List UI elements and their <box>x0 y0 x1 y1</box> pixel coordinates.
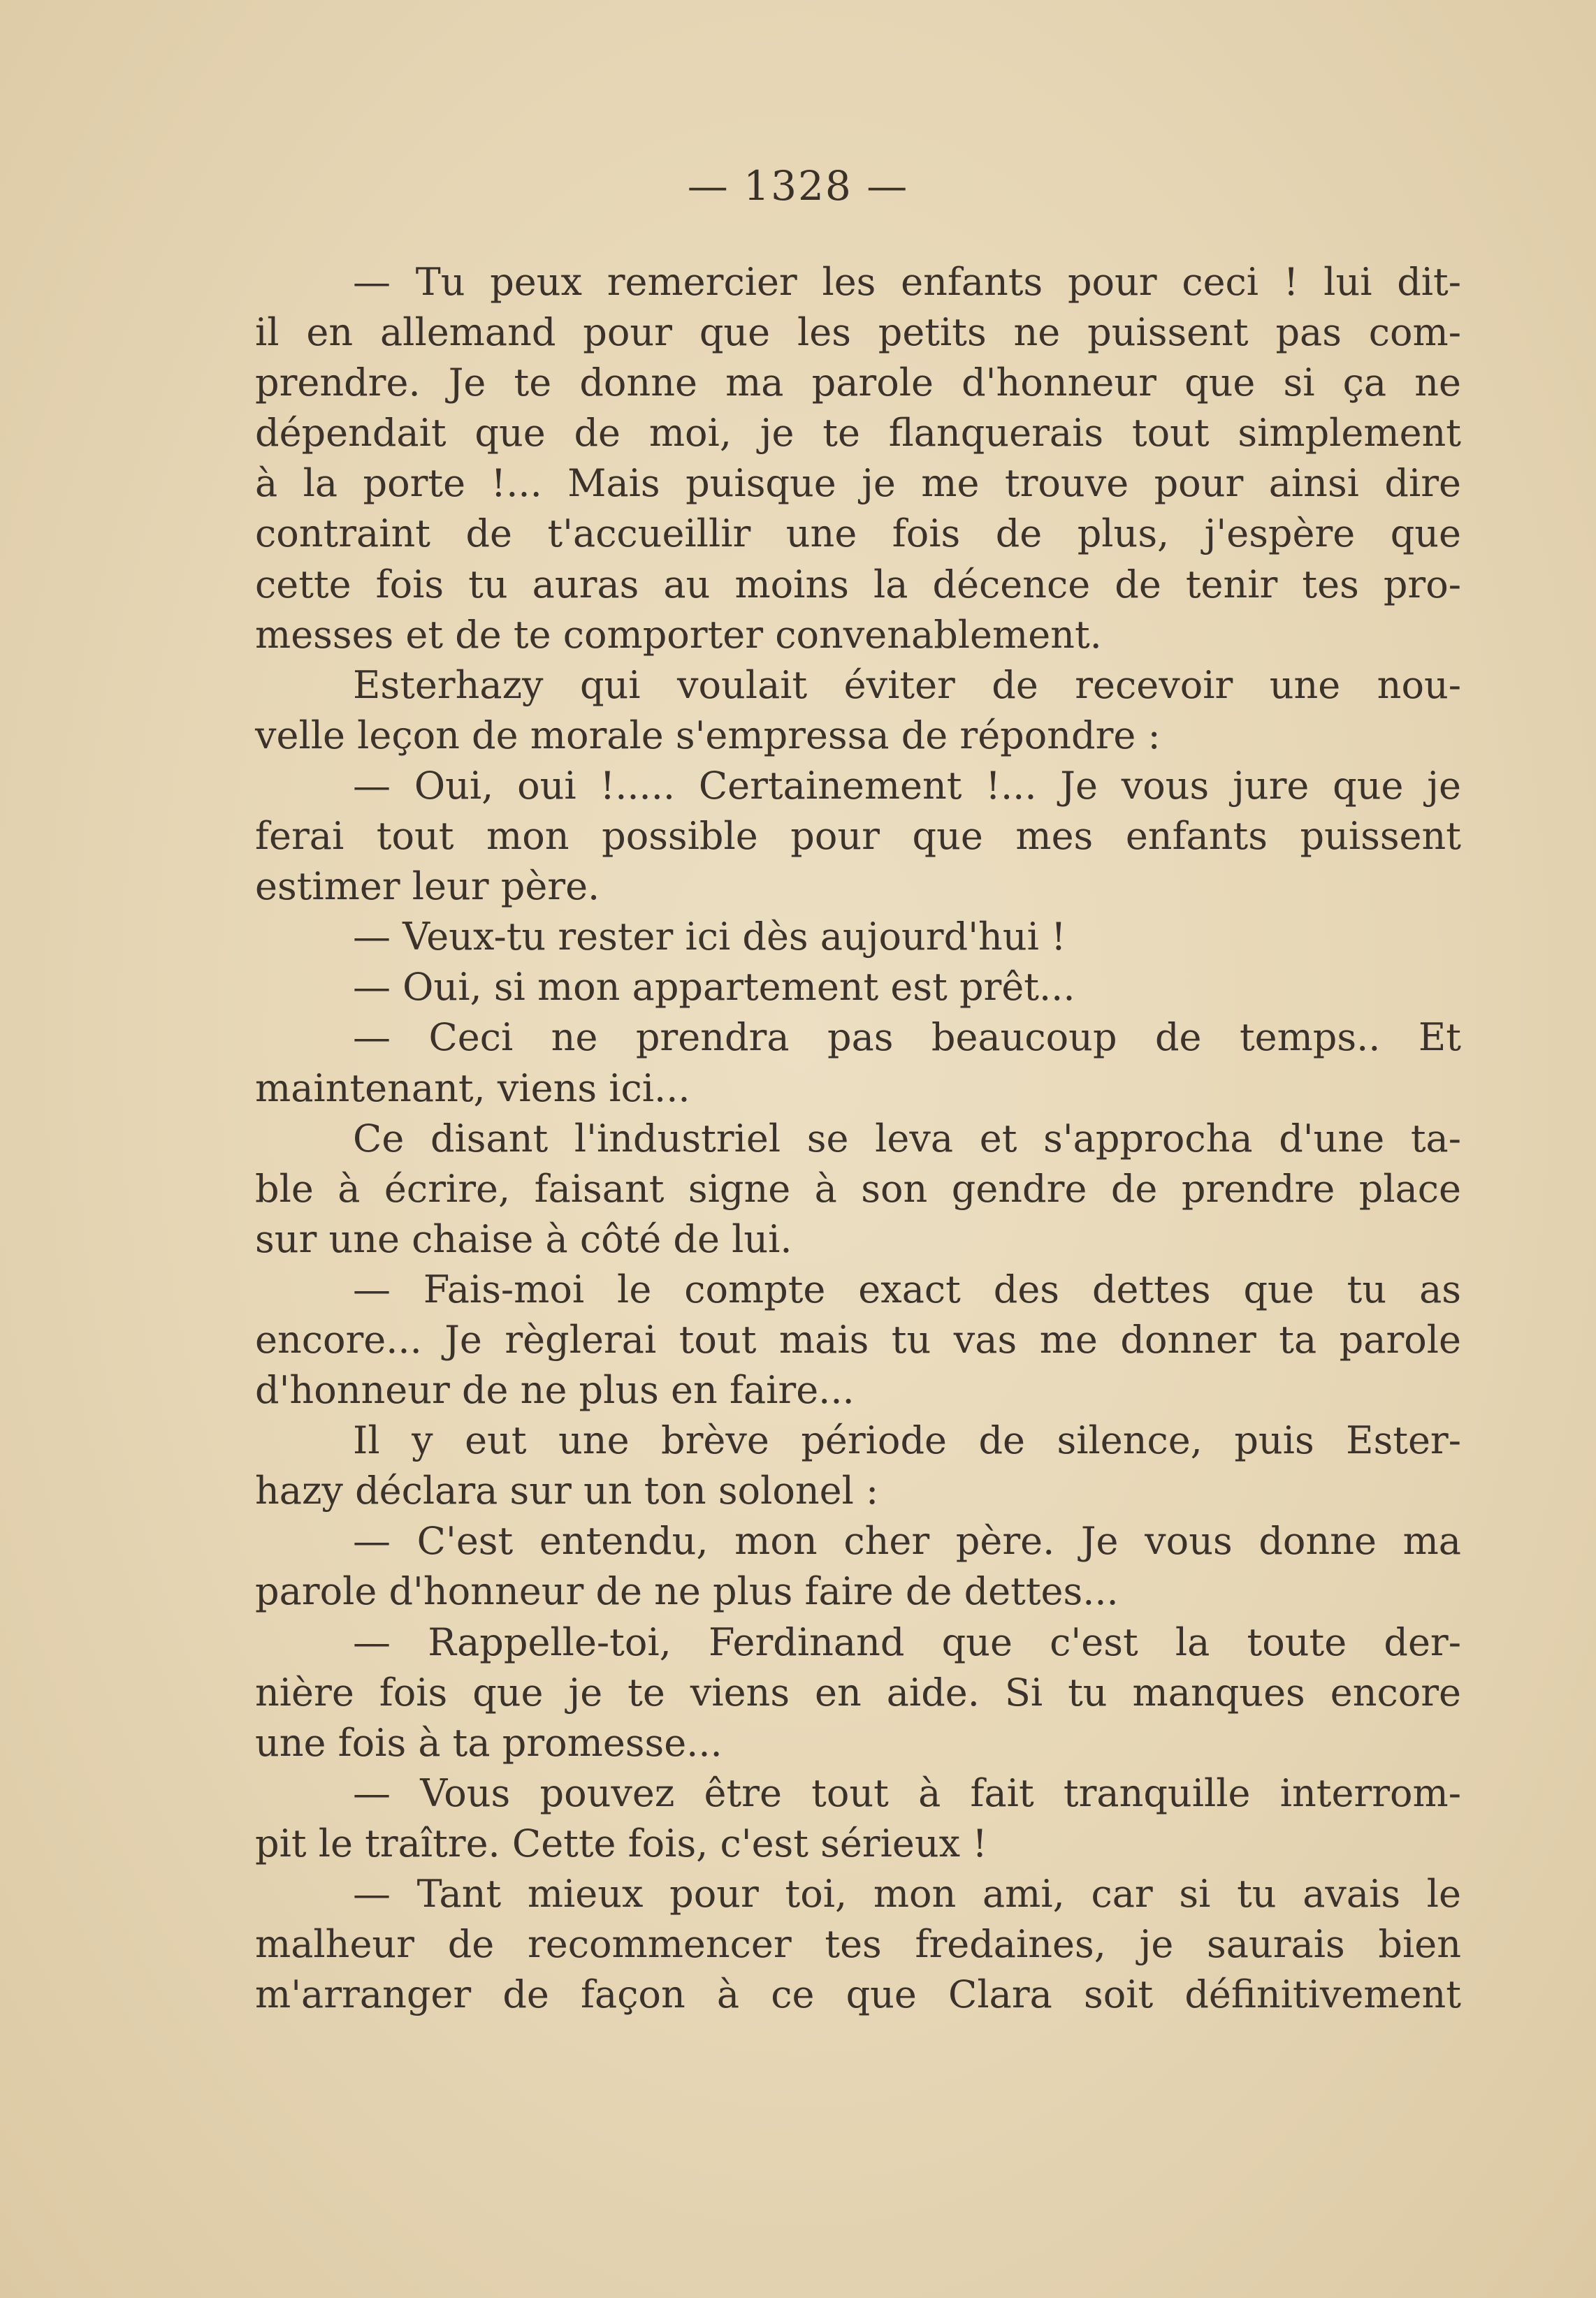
text-line: nière fois que je te viens en aide. Si tu manques encore <box>255 1670 1461 1715</box>
text-line: estimer leur père. <box>255 864 600 909</box>
text-line: Esterhazy qui voulait éviter de recevoir une nou- <box>353 662 1461 707</box>
text-line: maintenant, viens ici... <box>255 1066 690 1110</box>
text-line: il en allemand pour que les petits ne puissent pas com- <box>255 310 1461 355</box>
text-line: — Veux-tu rester ici dès aujourd'hui ! <box>353 915 1066 959</box>
text-line: — Vous pouvez être tout à fait tranquille interrom- <box>353 1770 1461 1815</box>
text-line: malheur de recommencer tes fredaines, je saurais bien <box>255 1922 1461 1967</box>
text-line: d'honneur de ne plus en faire... <box>255 1368 855 1413</box>
text-line: dépendait que de moi, je te flanquerais tout simplement <box>255 411 1461 456</box>
text-line: une fois à ta promesse... <box>255 1720 723 1765</box>
text-line: ferai tout mon possible pour que mes enfants puissent <box>255 814 1461 859</box>
text-line: — Tant mieux pour toi, mon ami, car si tu avais le <box>353 1872 1461 1916</box>
text-line: cette fois tu auras au moins la décence de tenir tes pro- <box>255 562 1461 606</box>
text-line: Ce disant l'industriel se leva et s'approcha d'une ta- <box>353 1116 1461 1161</box>
text-line: velle leçon de morale s'empressa de répondre : <box>255 713 1161 757</box>
text-line: hazy déclara sur un ton solonel : <box>255 1469 879 1513</box>
text-line: ble à écrire, faisant signe à son gendre de prendre place <box>255 1166 1461 1211</box>
text-line: à la porte !... Mais puisque je me trouve pour ainsi dire <box>255 461 1461 506</box>
text-line: m'arranger de façon à ce que Clara soit définitivement <box>255 1972 1461 2017</box>
text-line: — Tu peux remercier les enfants pour ceci ! lui dit- <box>353 260 1461 304</box>
text-line: parole d'honneur de ne plus faire de dettes... <box>255 1569 1119 1614</box>
text-line: sur une chaise à côté de lui. <box>255 1216 792 1261</box>
text-line: — Fais-moi le compte exact des dettes que tu as <box>353 1267 1461 1311</box>
text-line: — Ceci ne prendra pas beaucoup de temps.. Et <box>353 1015 1461 1060</box>
page-number: — 1328 — <box>687 162 909 210</box>
text-line: Il y eut une brève période de silence, puis Ester- <box>353 1418 1461 1463</box>
text-line: prendre. Je te donne ma parole d'honneur que si ça ne <box>255 361 1461 405</box>
text-line: — Oui, oui !..... Certainement !... Je vous jure que je <box>353 763 1461 808</box>
text-line: messes et de te comporter convenablement. <box>255 612 1102 657</box>
body-text <box>255 257 1461 2020</box>
text-line: — C'est entendu, mon cher père. Je vous donne ma <box>353 1519 1461 1564</box>
text-line: encore... Je règlerai tout mais tu vas me donner ta parole <box>255 1317 1461 1362</box>
text-line: — Rappelle-toi, Ferdinand que c'est la toute der- <box>353 1620 1461 1664</box>
text-line: contraint de t'accueillir une fois de plus, j'espère que <box>255 511 1461 556</box>
text-line: — Oui, si mon appartement est prêt... <box>353 965 1075 1010</box>
text-line: pit le traître. Cette fois, c'est sérieux ! <box>255 1821 987 1866</box>
